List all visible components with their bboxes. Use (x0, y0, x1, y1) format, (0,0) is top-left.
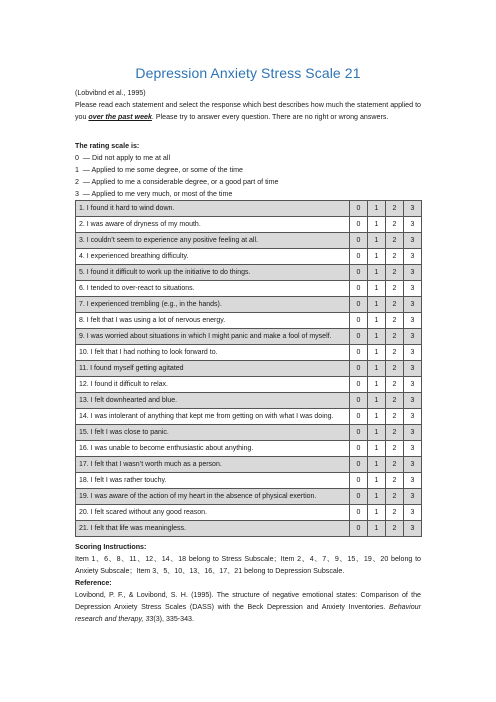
response-option-0[interactable]: 0 (350, 297, 368, 313)
response-option-3[interactable]: 3 (404, 441, 422, 457)
response-option-1[interactable]: 1 (368, 345, 386, 361)
response-option-2[interactable]: 2 (386, 425, 404, 441)
rating-scale-3: 3 — Applied to me very much, or most of the time (75, 190, 233, 198)
response-option-3[interactable]: 3 (404, 345, 422, 361)
response-option-1[interactable]: 1 (368, 249, 386, 265)
response-option-3[interactable]: 3 (404, 521, 422, 537)
response-option-3[interactable]: 3 (404, 217, 422, 233)
question-text: 14. I was intolerant of anything that kept me from getting on with what I was doing. (76, 409, 350, 425)
question-row (76, 457, 422, 473)
response-option-3[interactable]: 3 (404, 249, 422, 265)
question-text: 16. I was unable to become enthusiastic about anything. (76, 441, 350, 457)
question-row (76, 361, 422, 377)
instructions (75, 99, 421, 123)
response-option-1[interactable]: 1 (368, 393, 386, 409)
response-option-2[interactable]: 2 (386, 393, 404, 409)
response-option-3[interactable]: 3 (404, 233, 422, 249)
response-option-1[interactable]: 1 (368, 425, 386, 441)
response-option-2[interactable]: 2 (386, 233, 404, 249)
question-row (76, 297, 422, 313)
response-option-1[interactable]: 1 (368, 377, 386, 393)
response-option-3[interactable]: 3 (404, 265, 422, 281)
response-option-1[interactable]: 1 (368, 489, 386, 505)
question-text: 20. I felt scared without any good reason. (76, 505, 350, 521)
question-text: 17. I felt that I wasn’t worth much as a person. (76, 457, 350, 473)
question-text: 6. I tended to over-react to situations. (76, 281, 350, 297)
question-text: 18. I felt I was rather touchy. (76, 473, 350, 489)
question-row (76, 377, 422, 393)
question-text: 12. I found it difficult to relax. (76, 377, 350, 393)
response-option-0[interactable]: 0 (350, 521, 368, 537)
question-row (76, 265, 422, 281)
response-option-2[interactable]: 2 (386, 521, 404, 537)
reference-text (75, 589, 421, 625)
scoring-heading: Scoring Instructions: (75, 543, 147, 551)
question-text: 13. I felt downhearted and blue. (76, 393, 350, 409)
response-option-2[interactable]: 2 (386, 409, 404, 425)
citation: (Lobvibnd et al., 1995) (75, 89, 146, 97)
response-option-2[interactable]: 2 (386, 361, 404, 377)
response-option-1[interactable]: 1 (368, 409, 386, 425)
response-option-3[interactable]: 3 (404, 505, 422, 521)
response-option-2[interactable]: 2 (386, 313, 404, 329)
response-option-0[interactable]: 0 (350, 425, 368, 441)
question-text: 4. I experienced breathing difficulty. (76, 249, 350, 265)
response-option-1[interactable]: 1 (368, 233, 386, 249)
response-option-0[interactable]: 0 (350, 505, 368, 521)
question-row (76, 521, 422, 537)
response-option-0[interactable]: 0 (350, 329, 368, 345)
response-option-2[interactable]: 2 (386, 473, 404, 489)
response-option-0[interactable]: 0 (350, 217, 368, 233)
response-option-0[interactable]: 0 (350, 233, 368, 249)
response-option-2[interactable]: 2 (386, 441, 404, 457)
question-text: 5. I found it difficult to work up the initiative to do things. (76, 265, 350, 281)
question-text: 15. I felt I was close to panic. (76, 425, 350, 441)
response-option-1[interactable]: 1 (368, 297, 386, 313)
reference-authors: Lovibond, P. F., & Lovibond, S. H. (1995). The structure of negative emotional states: Comparison of the Depression Anxiety Stress Scales (DASS) with the Beck Depression and Anxiety Inventories. (75, 591, 421, 611)
response-option-2[interactable]: 2 (386, 249, 404, 265)
instructions-emphasis: over the past week (88, 113, 152, 121)
response-option-3[interactable]: 3 (404, 473, 422, 489)
response-option-1[interactable]: 1 (368, 441, 386, 457)
response-option-3[interactable]: 3 (404, 409, 422, 425)
response-option-3[interactable]: 3 (404, 393, 422, 409)
response-option-3[interactable]: 3 (404, 489, 422, 505)
response-option-1[interactable]: 1 (368, 281, 386, 297)
response-option-0[interactable]: 0 (350, 393, 368, 409)
response-option-3[interactable]: 3 (404, 425, 422, 441)
response-option-1[interactable]: 1 (368, 457, 386, 473)
response-option-3[interactable]: 3 (404, 313, 422, 329)
question-row (76, 409, 422, 425)
response-option-3[interactable]: 3 (404, 201, 422, 217)
question-row (76, 249, 422, 265)
question-text: 7. I experienced trembling (e.g., in the hands). (76, 297, 350, 313)
response-option-2[interactable]: 2 (386, 457, 404, 473)
response-option-0[interactable]: 0 (350, 377, 368, 393)
response-option-2[interactable]: 2 (386, 201, 404, 217)
reference-pages: (3), 335-343. (153, 615, 194, 623)
response-option-0[interactable]: 0 (350, 345, 368, 361)
question-text: 2. I was aware of dryness of my mouth. (76, 217, 350, 233)
response-option-0[interactable]: 0 (350, 457, 368, 473)
question-text: 19. I was aware of the action of my heart in the absence of physical exertion. (76, 489, 350, 505)
response-option-3[interactable]: 3 (404, 457, 422, 473)
response-option-2[interactable]: 2 (386, 505, 404, 521)
response-option-1[interactable]: 1 (368, 313, 386, 329)
response-option-2[interactable]: 2 (386, 297, 404, 313)
question-text: 21. I felt that life was meaningless. (76, 521, 350, 537)
response-option-1[interactable]: 1 (368, 329, 386, 345)
response-option-2[interactable]: 2 (386, 329, 404, 345)
response-option-1[interactable]: 1 (368, 361, 386, 377)
question-row (76, 201, 422, 217)
response-option-3[interactable]: 3 (404, 297, 422, 313)
response-option-2[interactable]: 2 (386, 281, 404, 297)
response-option-1[interactable]: 1 (368, 201, 386, 217)
response-option-1[interactable]: 1 (368, 265, 386, 281)
response-option-2[interactable]: 2 (386, 489, 404, 505)
question-row (76, 329, 422, 345)
reference-heading: Reference: (75, 579, 112, 587)
rating-scale-heading: The rating scale is: (75, 142, 140, 150)
question-row (76, 425, 422, 441)
question-text: 8. I felt that I was using a lot of nervous energy. (76, 313, 350, 329)
rating-scale-1: 1 — Applied to me some degree, or some of the time (75, 166, 243, 174)
response-option-3[interactable]: 3 (404, 377, 422, 393)
response-option-3[interactable]: 3 (404, 329, 422, 345)
response-option-0[interactable]: 0 (350, 249, 368, 265)
question-row (76, 217, 422, 233)
response-option-0[interactable]: 0 (350, 441, 368, 457)
response-option-1[interactable]: 1 (368, 505, 386, 521)
response-option-0[interactable]: 0 (350, 201, 368, 217)
question-text: 10. I felt that I had nothing to look forward to. (76, 345, 350, 361)
question-text: 9. I was worried about situations in which I might panic and make a fool of myself. (76, 329, 350, 345)
question-row (76, 489, 422, 505)
response-option-0[interactable]: 0 (350, 473, 368, 489)
response-option-0[interactable]: 0 (350, 281, 368, 297)
question-text: 1. I found it hard to wind down. (76, 201, 350, 217)
response-option-2[interactable]: 2 (386, 217, 404, 233)
questionnaire-rows (76, 201, 422, 537)
rating-scale-2: 2 — Applied to me a considerable degree, or a good part of time (75, 178, 279, 186)
question-row (76, 233, 422, 249)
response-option-1[interactable]: 1 (368, 521, 386, 537)
instructions-text: Please read each statement and select the response which best describes how much the statement applied to you (75, 101, 421, 121)
question-row (76, 345, 422, 361)
response-option-0[interactable]: 0 (350, 313, 368, 329)
instructions-text-end: . Please try to answer every question. There are no right or wrong answers. (151, 113, 389, 121)
response-option-1[interactable]: 1 (368, 473, 386, 489)
response-option-0[interactable]: 0 (350, 409, 368, 425)
response-option-0[interactable]: 0 (350, 489, 368, 505)
questionnaire-table (75, 200, 422, 537)
response-option-2[interactable]: 2 (386, 377, 404, 393)
response-option-2[interactable]: 2 (386, 345, 404, 361)
question-row (76, 281, 422, 297)
question-row (76, 441, 422, 457)
page-title: Depression Anxiety Stress Scale 21 (135, 65, 361, 81)
rating-scale-0: 0 — Did not apply to me at all (75, 154, 171, 162)
question-row (76, 505, 422, 521)
response-option-3[interactable]: 3 (404, 281, 422, 297)
question-row (76, 473, 422, 489)
question-text: 11. I found myself getting agitated (76, 361, 350, 377)
response-option-0[interactable]: 0 (350, 265, 368, 281)
question-row (76, 393, 422, 409)
response-option-3[interactable]: 3 (404, 361, 422, 377)
response-option-1[interactable]: 1 (368, 217, 386, 233)
question-row (76, 313, 422, 329)
scoring-text: Item 1、6、8、11、12、14、18 belong to Stress Subscale；Item 2、4、7、9、15、19、20 belong to Anxiety Subscale；Item 3、5、10、13、16、17、21 belong to Depression Subscale. (75, 555, 421, 575)
question-text: 3. I couldn’t seem to experience any positive feeling at all. (76, 233, 350, 249)
response-option-2[interactable]: 2 (386, 265, 404, 281)
response-option-0[interactable]: 0 (350, 361, 368, 377)
reference-journal: Behaviour research and therapy, 33 (75, 603, 421, 623)
